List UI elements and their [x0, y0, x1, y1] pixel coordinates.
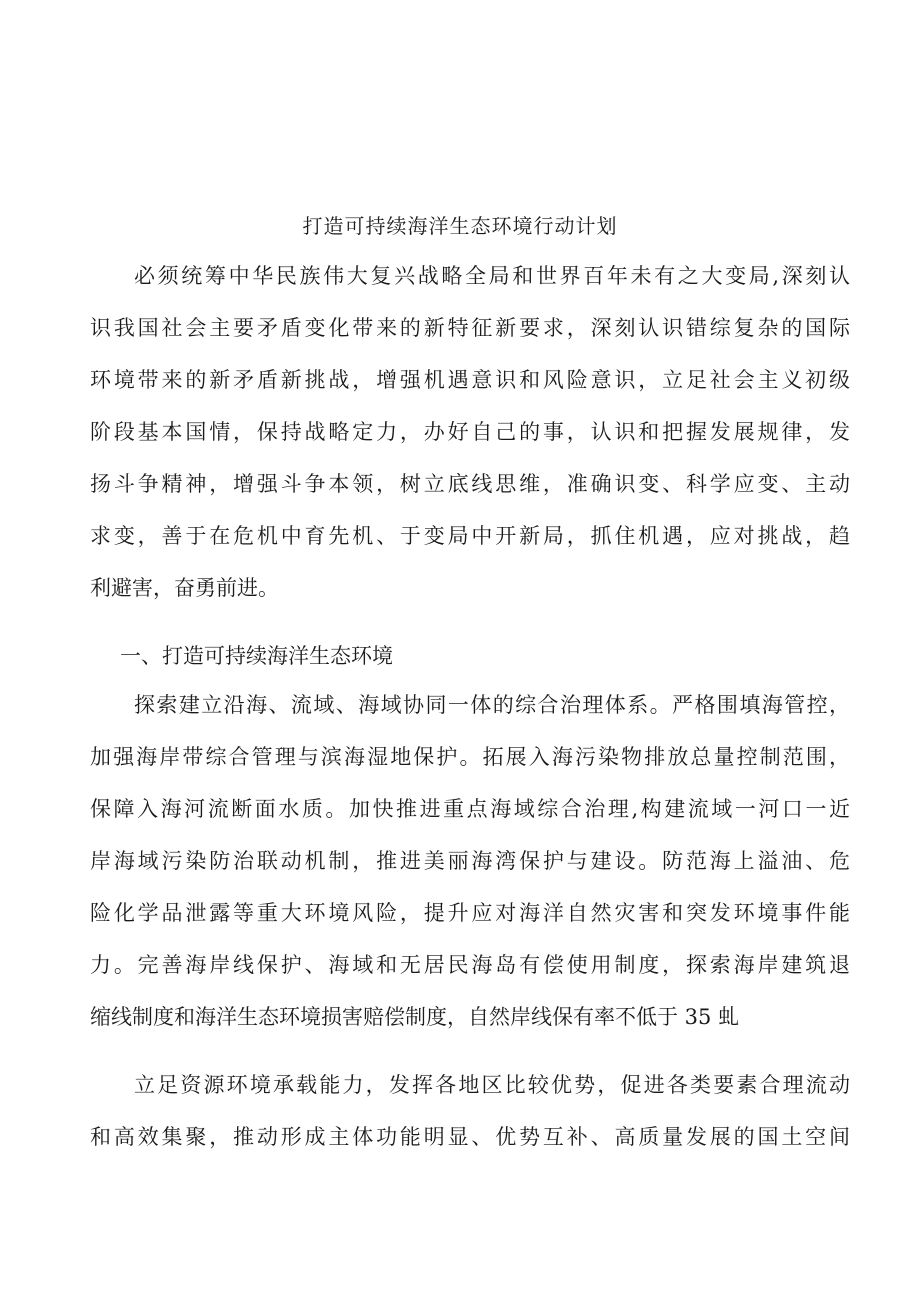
intro-line: 环境带来的新矛盾新挑战，增强机遇意识和风险意识，立足社会主义初级 [90, 368, 850, 392]
para1-line: 缩线制度和海洋生态环境损害赔偿制度，自然岸线保有率不低于 35 虬 [90, 1005, 740, 1029]
para1-line: 探索建立沿海、流域、海域协同一体的综合治理体系。严格围填海管控， [134, 693, 850, 717]
intro-line: 扬斗争精神，增强斗争本领，树立底线思维，准确识变、科学应变、主动 [90, 472, 850, 496]
section-heading: 一、打造可持续海洋生态环境 [120, 644, 393, 668]
para1-line: 险化学品泄露等重大环境风险，提升应对海洋自然灾害和突发环境事件能 [90, 901, 850, 925]
intro-line: 求变，善于在危机中育先机、于变局中开新局，抓住机遇，应对挑战，趋 [90, 524, 850, 548]
intro-line: 必须统筹中华民族伟大复兴战略全局和世界百年未有之大变局,深刻认 [134, 264, 850, 288]
document-title: 打造可持续海洋生态环境行动计划 [302, 214, 618, 238]
intro-line: 识我国社会主要矛盾变化带来的新特征新要求，深刻认识错综复杂的国际 [90, 316, 850, 340]
para2-line: 和高效集聚，推动形成主体功能明显、优势互补、高质量发展的国土空间 [90, 1125, 850, 1149]
intro-line: 利避害，奋勇前进。 [90, 576, 279, 600]
para2-line: 立足资源环境承载能力，发挥各地区比较优势，促进各类要素合理流动 [134, 1073, 850, 1097]
para1-line: 保障入海河流断面水质。加快推进重点海域综合治理,构建流域一河口一近 [90, 797, 850, 821]
para1-line: 岸海域污染防治联动机制，推进美丽海湾保护与建设。防范海上溢油、危 [90, 849, 850, 873]
intro-line: 阶段基本国情，保持战略定力，办好自己的事，认识和把握发展规律，发 [90, 420, 850, 444]
para1-line: 力。完善海岸线保护、海域和无居民海岛有偿使用制度，探索海岸建筑退 [90, 953, 850, 977]
para1-line: 加强海岸带综合管理与滨海湿地保护。拓展入海污染物排放总量控制范围， [90, 745, 850, 769]
